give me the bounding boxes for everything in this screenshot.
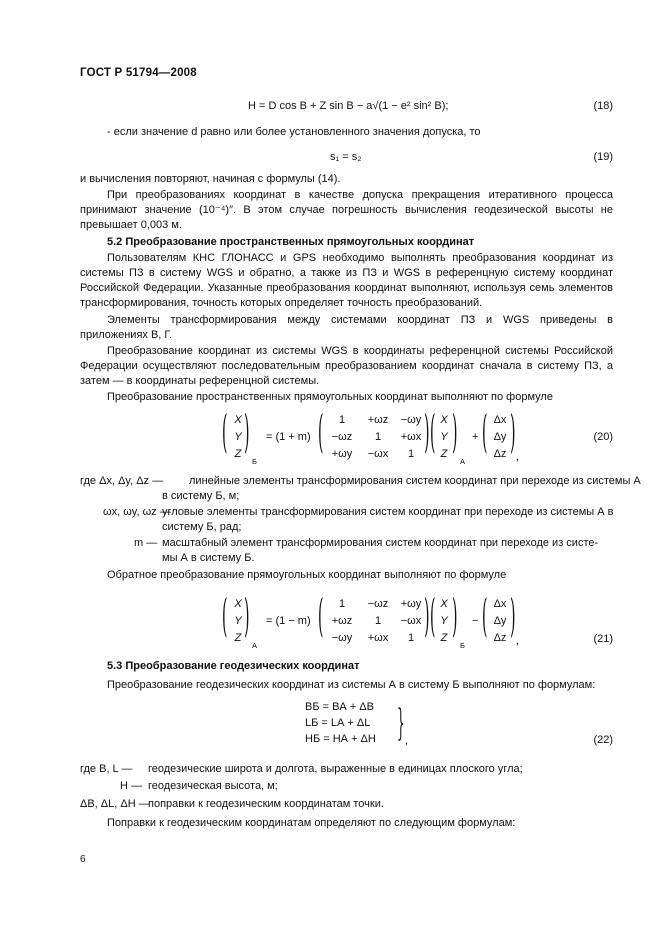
subscript-label: А	[460, 457, 466, 466]
matrix-cell: 1	[407, 632, 415, 644]
operator: −	[472, 615, 479, 627]
paren-left: (	[222, 592, 228, 644]
shift-cell: Δz	[493, 448, 507, 460]
paren-right: )	[424, 592, 430, 644]
vector-cell: X	[234, 414, 242, 426]
paren-right: )	[452, 592, 458, 644]
vector-cell: Z	[234, 448, 242, 460]
paragraph-transform: Преобразование координат из системы WGS в координаты референцной системы Российской Федерации осуществляют последовательным преобразованием координат сначала в систему ПЗ, а затем — в координаты референцной системы.	[80, 345, 613, 387]
matrix-cell: −ωy	[400, 414, 422, 426]
shift-cell: Δy	[493, 615, 507, 627]
section-5-2-title: 5.2 Преобразование пространственных прямоугольных координат	[107, 236, 475, 248]
subscript-label: Б	[460, 641, 465, 650]
equation-number-22: (22)	[593, 734, 613, 746]
standard-header: ГОСТ Р 51794—2008	[80, 67, 197, 79]
definition-desc: систему Б, рад;	[162, 521, 242, 533]
matrix-cell: 1	[338, 414, 346, 426]
section-5-3-title: 5.3 Преобразование геодезических координат	[107, 660, 360, 672]
matrix-cell: +ωz	[331, 615, 353, 627]
scale-factor: = (1 − m)	[266, 615, 311, 627]
paragraph-inverse: Обратное преобразование прямоугольных координат выполняют по формуле	[107, 569, 507, 581]
end-comma: ,	[405, 735, 409, 747]
definition-desc: в систему Б, м;	[162, 490, 240, 502]
definition-desc: геодезические широта и долгота, выраженные в единицах плоского угла;	[148, 763, 523, 775]
definition-desc: масштабный элемент трансформирования систем координат при переходе из систе-	[162, 537, 599, 549]
paren-left: (	[318, 592, 324, 644]
paragraph-geo: Преобразование геодезических координат из системы А в систему Б выполняют по формулам:	[107, 679, 596, 691]
end-comma: ,	[516, 451, 520, 463]
paragraph-elements: Элементы трансформирования между системами координат ПЗ и WGS приведены в приложениях В, Г.	[80, 314, 613, 341]
definition-term: где B, L —	[80, 763, 133, 775]
definition-desc: угловые элементы трансформирования систем координат при переходе из системы А в	[162, 506, 614, 518]
shift-cell: Δx	[493, 414, 507, 426]
matrix-cell: −ωy	[331, 632, 353, 644]
brace-right: }	[397, 702, 405, 744]
definition-row	[103, 505, 171, 520]
paren-right: )	[424, 408, 430, 460]
formula-21	[222, 594, 522, 652]
definition-row	[80, 474, 163, 489]
definition-term: ωx, ωy, ωz —	[103, 506, 171, 518]
definition-term: H —	[120, 780, 142, 792]
equation-number-19: (19)	[593, 151, 613, 163]
vector-cell: Z	[440, 448, 448, 460]
paren-right: )	[244, 408, 250, 460]
bullet-condition: - если значение d равно или более установленного значения допуска, то	[107, 126, 481, 138]
shift-cell: Δy	[493, 431, 507, 443]
paren-left: (	[482, 408, 488, 460]
subscript-label: Б	[252, 457, 257, 466]
matrix-cell: +ωx	[367, 632, 389, 644]
paragraph-users: Пользователям КНС ГЛОНАСС и GPS необходимо выполнять преобразования координат из системы ПЗ в систему WGS и обратно, а также из ПЗ и WGS в референцную систему координат Российской Федерации. Указанные преобразования координат выполняют, используя семь элементов трансформирования, точность которых определяет точность преобразований.	[80, 252, 613, 309]
definition-term: ΔB, ΔL, ΔH —	[80, 798, 150, 810]
matrix-cell: −ωx	[400, 615, 422, 627]
paren-left: (	[430, 408, 436, 460]
formula-line: BБ = BА + ΔB	[305, 701, 374, 713]
vector-cell: Y	[440, 615, 448, 627]
formula-20	[222, 410, 522, 468]
formula-22	[305, 700, 415, 752]
paren-left: (	[430, 592, 436, 644]
vector-cell: Y	[234, 431, 242, 443]
paren-left: (	[222, 408, 228, 460]
formula-line: LБ = LА + ΔL	[305, 717, 371, 729]
matrix-cell: −ωx	[367, 448, 389, 460]
formula-line: HБ = HА + ΔH	[305, 733, 376, 745]
matrix-cell: +ωy	[331, 448, 353, 460]
definition-desc: мы А в систему Б.	[162, 552, 255, 564]
equation-number-18: (18)	[593, 100, 613, 112]
definition-term: где Δx, Δy, Δz —	[80, 475, 164, 487]
vector-cell: Z	[234, 632, 242, 644]
definition-desc: поправки к геодезическим координатам точки.	[148, 798, 384, 810]
page-number: 6	[80, 854, 86, 865]
matrix-cell: 1	[407, 448, 415, 460]
definition-term: m —	[134, 537, 158, 549]
subscript-label: А	[252, 641, 258, 650]
paragraph-formula-intro: Преобразование пространственных прямоугольных координат выполняют по формуле	[107, 391, 553, 403]
matrix-cell: 1	[374, 431, 382, 443]
end-comma: ,	[516, 635, 520, 647]
paren-right: )	[244, 592, 250, 644]
vector-cell: Y	[234, 615, 242, 627]
paren-left: (	[482, 592, 488, 644]
definition-row	[134, 536, 157, 551]
scale-factor: = (1 + m)	[266, 431, 311, 443]
matrix-cell: 1	[338, 598, 346, 610]
shift-cell: Δx	[493, 598, 507, 610]
paren-right: )	[510, 592, 516, 644]
paragraph-corrections: Поправки к геодезическим координатам определяют по следующим формулам:	[107, 817, 516, 829]
definition-desc: линейные элементы трансформирования систем координат при переходе из системы А	[189, 475, 641, 487]
vector-cell: Y	[440, 431, 448, 443]
formula-19: s₁ = s₂	[330, 151, 362, 163]
paren-right: )	[452, 408, 458, 460]
matrix-cell: +ωy	[400, 598, 422, 610]
paragraph-tolerance: При преобразованиях координат в качестве допуска прекращения итеративного процесса принимают значение (10⁻⁴)″. В этом случае погрешность вычисления геодезической высоты не превышает 0,003 м.	[80, 189, 613, 231]
vector-cell: X	[440, 598, 448, 610]
matrix-cell: +ωx	[400, 431, 422, 443]
matrix-cell: +ωz	[367, 414, 389, 426]
operator: +	[472, 431, 479, 443]
vector-cell: Z	[440, 632, 448, 644]
equation-number-21: (21)	[593, 633, 613, 645]
vector-cell: X	[234, 598, 242, 610]
matrix-cell: −ωz	[367, 598, 389, 610]
formula-18: H = D cos B + Z sin B − a√(1 − e² sin² B);	[248, 100, 449, 112]
matrix-cell: −ωz	[331, 431, 353, 443]
paragraph-repeat: и вычисления повторяют, начиная с формулы (14).	[80, 173, 341, 185]
vector-cell: X	[440, 414, 448, 426]
shift-cell: Δz	[493, 632, 507, 644]
paren-left: (	[318, 408, 324, 460]
paren-right: )	[510, 408, 516, 460]
definition-desc: геодезическая высота, м;	[148, 780, 278, 792]
matrix-cell: 1	[374, 615, 382, 627]
equation-number-20: (20)	[593, 431, 613, 443]
